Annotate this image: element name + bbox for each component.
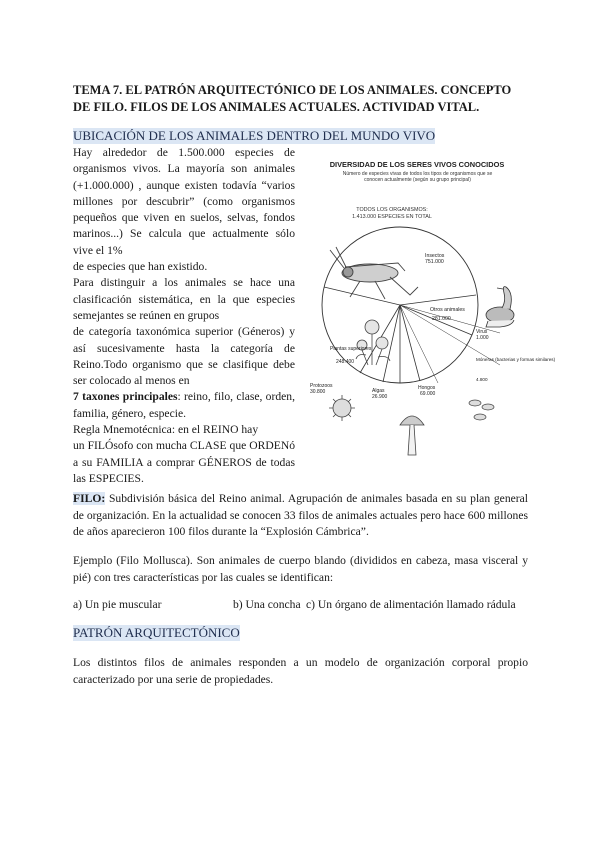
total-label: TODOS LOS ORGANISMOS: bbox=[356, 207, 428, 213]
slice-value-otros-animales: 281.000 bbox=[432, 316, 451, 322]
slice-label-insectos: Insectos bbox=[425, 253, 445, 259]
pie-divider-hongos bbox=[400, 305, 420, 381]
taxones-list: : reino, filo, clase, orden, familia, género, especie. bbox=[73, 390, 295, 420]
diversity-figure bbox=[300, 155, 556, 470]
section-heading-patron: PATRÓN ARQUITECTÓNICO bbox=[73, 625, 240, 640]
slice-value-virus: 1.000 bbox=[476, 335, 489, 341]
slice-label-virus: Virus bbox=[476, 329, 488, 335]
protozoo-icon bbox=[329, 395, 355, 421]
slice-value-hongos: 69.000 bbox=[420, 391, 436, 397]
bird-icon bbox=[486, 287, 514, 327]
paragraph-mnemotecnia: un FILÓsofo con mucha CLASE que ORDENó a su FAMILIA a comprar GÉNEROS de todas las ESPECIES. bbox=[73, 439, 295, 485]
slice-value-moneras: 4.800 bbox=[476, 377, 488, 382]
paragraph-regla: Regla Mnemotécnica: en el REINO hay bbox=[73, 423, 259, 437]
slice-label-algas: Algas bbox=[372, 388, 385, 394]
paragraph-ejemplo: Ejemplo (Filo Mollusca). Son animales de cuerpo blando (divididos en cabeza, masa visceral y pié) con tres características por las cuales se identifican: bbox=[73, 554, 528, 584]
slice-label-plantas: Plantas superiores bbox=[330, 346, 372, 352]
paragraph-especies: Hay alrededor de 1.500.000 especies de organismos vivos. La mayoría son animales (+1.000.000) , aunque existen todavía “varios millones por descubrir” (como organismos pequeños que viven en suelos, selvas, fondos marinos...) Se calcula que actualmente sólo vive el 1% bbox=[73, 146, 295, 257]
paragraph-taxones bbox=[73, 389, 295, 422]
left-column-text bbox=[73, 145, 295, 487]
filo-term: FILO: bbox=[73, 492, 106, 505]
figure-title: DIVERSIDAD DE LOS SERES VIVOS CONOCIDOS bbox=[329, 160, 505, 169]
slice-value-insectos: 751.000 bbox=[425, 259, 444, 265]
plant-icon bbox=[356, 320, 390, 365]
filo-definition: Subdivisión básica del Reino animal. Agrupación de animales basada en su plan general de organización. En la actualidad se conocen 33 filos de animales actuales pero hace 600 millones de años aparecieron 100 filos durante la “Explosión Cámbrica”. bbox=[73, 492, 528, 538]
taxones-bold: 7 taxones principales bbox=[73, 390, 178, 404]
page-title: TEMA 7. EL PATRÓN ARQUITECTÓNICO DE LOS ANIMALES. CONCEPTO DE FILO. FILOS DE LOS ANIMALES ACTUALES. ACTIVIDAD VITAL. bbox=[73, 83, 512, 114]
pie-divider-right bbox=[400, 295, 476, 305]
paragraph-patron: Los distintos filos de animales responden a un modelo de organización corporal propio caracterizado por una serie de propiedades. bbox=[73, 656, 528, 686]
slice-value-protozoos: 30.800 bbox=[310, 389, 326, 395]
option-c: c) Un órgano de alimentación llamado rádula bbox=[306, 598, 516, 611]
bacteria-icon bbox=[469, 400, 494, 420]
option-b: b) Una concha bbox=[233, 598, 301, 611]
paragraph-especies-cont: de especies que han existido. bbox=[73, 260, 208, 274]
mushroom-icon bbox=[400, 416, 424, 455]
slice-label-hongos: Hongos bbox=[418, 385, 436, 391]
slice-label-protozoos: Protozoos bbox=[310, 383, 333, 389]
slice-label-otros-animales: Otros animales bbox=[430, 307, 465, 313]
paragraph-clasificacion: Para distinguir a los animales se hace una clasificación sistemática, en la que especies semejantes se reúnen en grupos bbox=[73, 276, 295, 322]
pie-divider-left bbox=[324, 287, 400, 305]
slice-value-algas: 26.900 bbox=[372, 394, 388, 400]
paragraph-categoria: de categoría taxonómica superior (Géneros) y así sucesivamente hasta la categoría de Reino.Todo organismo que se clasifique debe ser colocado al menos en bbox=[73, 325, 295, 388]
option-a: a) Un pie muscular bbox=[73, 598, 162, 611]
total-value: 1.413.000 ESPECIES EN TOTAL bbox=[352, 214, 432, 220]
paragraph-filo bbox=[73, 491, 528, 541]
section-heading-ubicacion: UBICACIÓN DE LOS ANIMALES DENTRO DEL MUNDO VIVO bbox=[73, 128, 436, 143]
figure-subtitle: Número de especies vivas de todos los tipos de organismos que se conocen actualmente (según su grupo principal) bbox=[342, 171, 493, 183]
slice-value-plantas: 248.400 bbox=[336, 359, 355, 365]
slice-label-moneras: Móneras (bacterias y formas similares) bbox=[476, 357, 556, 362]
